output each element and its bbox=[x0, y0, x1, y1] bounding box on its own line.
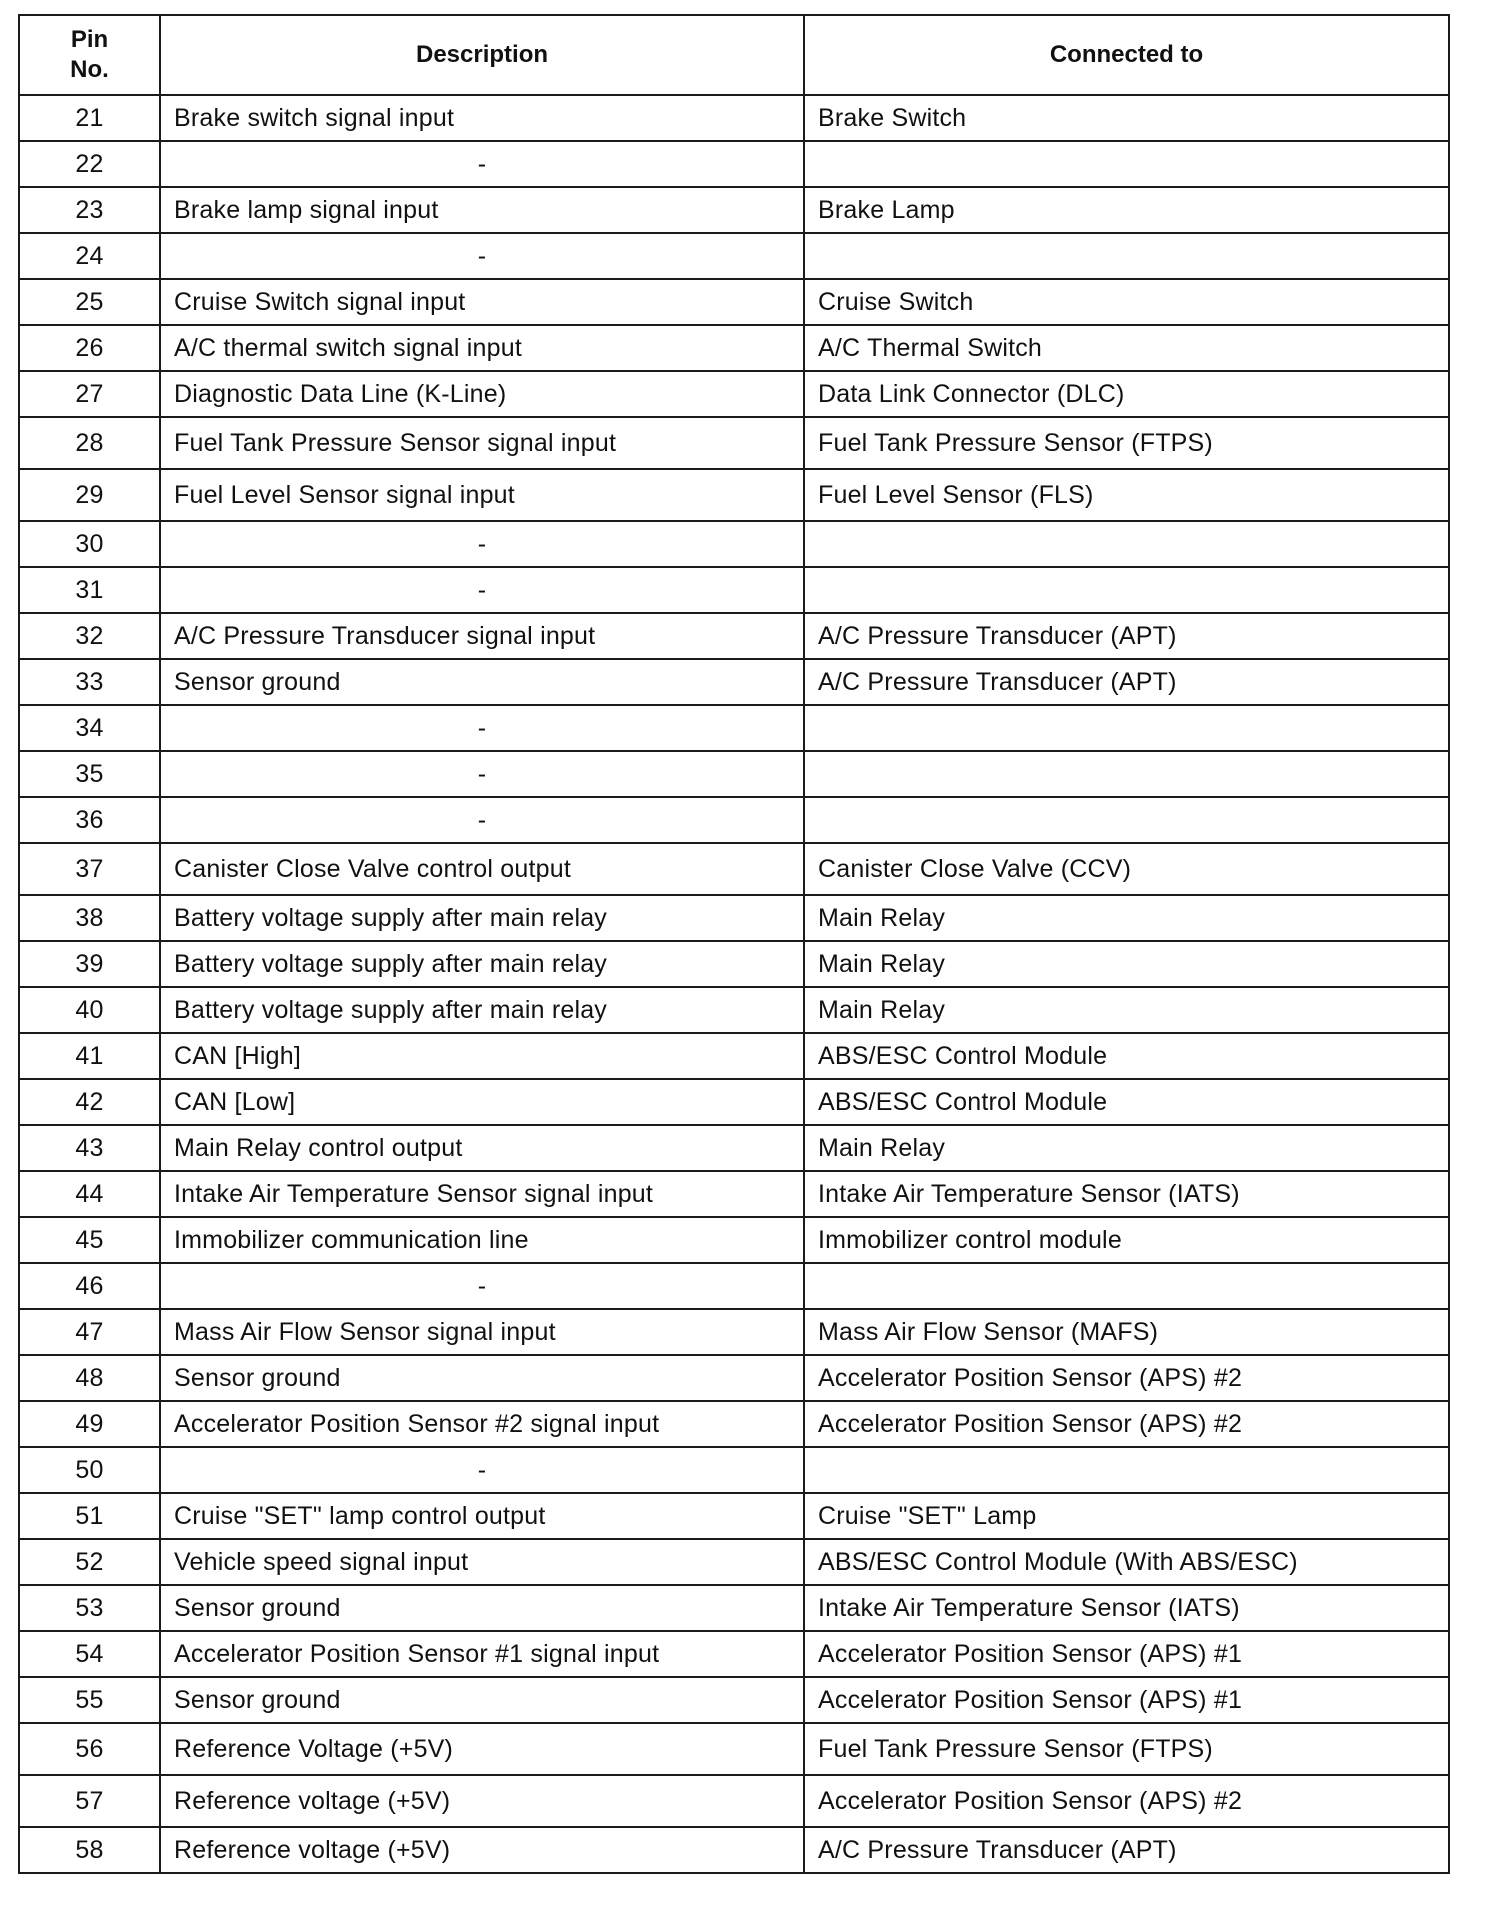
description-cell: Immobilizer communication line bbox=[160, 1217, 804, 1263]
table-row bbox=[19, 1263, 1449, 1309]
pin-number-cell: 41 bbox=[19, 1033, 160, 1079]
table-row bbox=[19, 941, 1449, 987]
connected-to-cell bbox=[804, 567, 1449, 613]
table-row bbox=[19, 1677, 1449, 1723]
pin-number-cell: 40 bbox=[19, 987, 160, 1033]
table-row bbox=[19, 797, 1449, 843]
connected-to-cell: A/C Pressure Transducer (APT) bbox=[804, 659, 1449, 705]
table-row bbox=[19, 1309, 1449, 1355]
connected-to-cell: Main Relay bbox=[804, 1125, 1449, 1171]
pin-number-cell: 52 bbox=[19, 1539, 160, 1585]
table-body bbox=[19, 95, 1449, 1873]
connected-to-cell: Accelerator Position Sensor (APS) #2 bbox=[804, 1355, 1449, 1401]
table-row bbox=[19, 469, 1449, 521]
connected-to-cell bbox=[804, 705, 1449, 751]
table-row bbox=[19, 895, 1449, 941]
description-cell: Fuel Level Sensor signal input bbox=[160, 469, 804, 521]
connected-to-cell bbox=[804, 233, 1449, 279]
connected-to-cell: A/C Pressure Transducer (APT) bbox=[804, 1827, 1449, 1873]
table-row bbox=[19, 1217, 1449, 1263]
description-cell: Reference Voltage (+5V) bbox=[160, 1723, 804, 1775]
description-cell: Cruise "SET" lamp control output bbox=[160, 1493, 804, 1539]
connected-to-cell: Accelerator Position Sensor (APS) #2 bbox=[804, 1775, 1449, 1827]
description-cell: Battery voltage supply after main relay bbox=[160, 895, 804, 941]
pin-number-cell: 54 bbox=[19, 1631, 160, 1677]
connected-to-cell: Accelerator Position Sensor (APS) #1 bbox=[804, 1631, 1449, 1677]
connected-to-cell: Brake Lamp bbox=[804, 187, 1449, 233]
description-cell: Accelerator Position Sensor #2 signal input bbox=[160, 1401, 804, 1447]
table-row bbox=[19, 417, 1449, 469]
table-row bbox=[19, 1033, 1449, 1079]
description-cell: Accelerator Position Sensor #1 signal input bbox=[160, 1631, 804, 1677]
description-cell: - bbox=[160, 233, 804, 279]
description-cell: Diagnostic Data Line (K-Line) bbox=[160, 371, 804, 417]
pin-number-cell: 33 bbox=[19, 659, 160, 705]
description-cell: Mass Air Flow Sensor signal input bbox=[160, 1309, 804, 1355]
table-row bbox=[19, 705, 1449, 751]
table-row bbox=[19, 987, 1449, 1033]
pin-number-cell: 50 bbox=[19, 1447, 160, 1493]
connected-to-cell: Main Relay bbox=[804, 895, 1449, 941]
description-cell: CAN [Low] bbox=[160, 1079, 804, 1125]
description-cell: Canister Close Valve control output bbox=[160, 843, 804, 895]
table-row bbox=[19, 1125, 1449, 1171]
description-cell: Brake lamp signal input bbox=[160, 187, 804, 233]
description-cell: CAN [High] bbox=[160, 1033, 804, 1079]
connected-to-cell: ABS/ESC Control Module (With ABS/ESC) bbox=[804, 1539, 1449, 1585]
pin-number-cell: 30 bbox=[19, 521, 160, 567]
table-row bbox=[19, 567, 1449, 613]
description-cell: Reference voltage (+5V) bbox=[160, 1775, 804, 1827]
description-cell: Sensor ground bbox=[160, 659, 804, 705]
description-cell: - bbox=[160, 797, 804, 843]
table-row bbox=[19, 659, 1449, 705]
description-cell: - bbox=[160, 751, 804, 797]
pin-number-cell: 29 bbox=[19, 469, 160, 521]
connected-to-cell: Accelerator Position Sensor (APS) #1 bbox=[804, 1677, 1449, 1723]
description-cell: Reference voltage (+5V) bbox=[160, 1827, 804, 1873]
description-cell: Sensor ground bbox=[160, 1585, 804, 1631]
pin-number-cell: 45 bbox=[19, 1217, 160, 1263]
pin-number-cell: 57 bbox=[19, 1775, 160, 1827]
table-row bbox=[19, 1079, 1449, 1125]
connected-to-cell: Brake Switch bbox=[804, 95, 1449, 141]
pin-number-cell: 31 bbox=[19, 567, 160, 613]
pin-number-cell: 38 bbox=[19, 895, 160, 941]
connected-to-cell: Intake Air Temperature Sensor (IATS) bbox=[804, 1585, 1449, 1631]
description-cell: Battery voltage supply after main relay bbox=[160, 941, 804, 987]
pin-number-cell: 28 bbox=[19, 417, 160, 469]
pin-number-cell: 22 bbox=[19, 141, 160, 187]
connected-to-cell: Cruise "SET" Lamp bbox=[804, 1493, 1449, 1539]
pin-number-cell: 55 bbox=[19, 1677, 160, 1723]
description-cell: - bbox=[160, 705, 804, 751]
description-cell: - bbox=[160, 521, 804, 567]
pin-number-cell: 42 bbox=[19, 1079, 160, 1125]
connected-to-cell: Fuel Tank Pressure Sensor (FTPS) bbox=[804, 1723, 1449, 1775]
table-row bbox=[19, 1775, 1449, 1827]
pin-number-cell: 51 bbox=[19, 1493, 160, 1539]
table-row bbox=[19, 1447, 1449, 1493]
pin-number-cell: 21 bbox=[19, 95, 160, 141]
table-row bbox=[19, 279, 1449, 325]
description-cell: Sensor ground bbox=[160, 1677, 804, 1723]
connected-to-cell: Intake Air Temperature Sensor (IATS) bbox=[804, 1171, 1449, 1217]
pin-number-cell: 26 bbox=[19, 325, 160, 371]
table-row bbox=[19, 325, 1449, 371]
connected-to-cell: ABS/ESC Control Module bbox=[804, 1079, 1449, 1125]
table-row bbox=[19, 1723, 1449, 1775]
description-cell: Vehicle speed signal input bbox=[160, 1539, 804, 1585]
table-row bbox=[19, 613, 1449, 659]
pin-number-cell: 37 bbox=[19, 843, 160, 895]
connected-to-cell bbox=[804, 521, 1449, 567]
pin-number-cell: 48 bbox=[19, 1355, 160, 1401]
connected-to-cell: Fuel Tank Pressure Sensor (FTPS) bbox=[804, 417, 1449, 469]
pin-connection-table bbox=[18, 14, 1450, 1874]
connected-to-cell bbox=[804, 1447, 1449, 1493]
description-cell: Cruise Switch signal input bbox=[160, 279, 804, 325]
pin-number-cell: 43 bbox=[19, 1125, 160, 1171]
connected-to-cell: Main Relay bbox=[804, 987, 1449, 1033]
connected-to-cell bbox=[804, 751, 1449, 797]
table-row bbox=[19, 95, 1449, 141]
pin-number-cell: 24 bbox=[19, 233, 160, 279]
connected-to-cell bbox=[804, 141, 1449, 187]
table-row bbox=[19, 1355, 1449, 1401]
header-pin-no bbox=[19, 15, 160, 95]
table-row bbox=[19, 751, 1449, 797]
table-row bbox=[19, 1631, 1449, 1677]
description-cell: - bbox=[160, 141, 804, 187]
connected-to-cell: Cruise Switch bbox=[804, 279, 1449, 325]
description-cell: Fuel Tank Pressure Sensor signal input bbox=[160, 417, 804, 469]
connected-to-cell: Fuel Level Sensor (FLS) bbox=[804, 469, 1449, 521]
pin-number-cell: 35 bbox=[19, 751, 160, 797]
pin-number-cell: 36 bbox=[19, 797, 160, 843]
table-row bbox=[19, 1493, 1449, 1539]
pin-number-cell: 39 bbox=[19, 941, 160, 987]
description-cell: Intake Air Temperature Sensor signal input bbox=[160, 1171, 804, 1217]
table-row bbox=[19, 1171, 1449, 1217]
table-row bbox=[19, 1827, 1449, 1873]
description-cell: A/C Pressure Transducer signal input bbox=[160, 613, 804, 659]
pin-number-cell: 32 bbox=[19, 613, 160, 659]
connected-to-cell: Mass Air Flow Sensor (MAFS) bbox=[804, 1309, 1449, 1355]
pin-number-cell: 58 bbox=[19, 1827, 160, 1873]
pin-number-cell: 53 bbox=[19, 1585, 160, 1631]
pin-number-cell: 34 bbox=[19, 705, 160, 751]
header-pin-line2: No. bbox=[70, 56, 109, 83]
connected-to-cell: A/C Thermal Switch bbox=[804, 325, 1449, 371]
header-pin-line1: Pin bbox=[70, 26, 109, 53]
table-row bbox=[19, 1539, 1449, 1585]
pin-number-cell: 56 bbox=[19, 1723, 160, 1775]
description-cell: A/C thermal switch signal input bbox=[160, 325, 804, 371]
description-cell: Brake switch signal input bbox=[160, 95, 804, 141]
connected-to-cell bbox=[804, 797, 1449, 843]
description-cell: Main Relay control output bbox=[160, 1125, 804, 1171]
pin-table-page bbox=[18, 14, 1448, 1874]
pin-number-cell: 49 bbox=[19, 1401, 160, 1447]
connected-to-cell: A/C Pressure Transducer (APT) bbox=[804, 613, 1449, 659]
table-row bbox=[19, 187, 1449, 233]
description-cell: - bbox=[160, 1447, 804, 1493]
table-row bbox=[19, 141, 1449, 187]
pin-number-cell: 25 bbox=[19, 279, 160, 325]
connected-to-cell: Canister Close Valve (CCV) bbox=[804, 843, 1449, 895]
pin-number-cell: 44 bbox=[19, 1171, 160, 1217]
table-row bbox=[19, 843, 1449, 895]
header-description: Description bbox=[160, 15, 804, 95]
pin-number-cell: 47 bbox=[19, 1309, 160, 1355]
table-row bbox=[19, 1401, 1449, 1447]
description-cell: Sensor ground bbox=[160, 1355, 804, 1401]
connected-to-cell: ABS/ESC Control Module bbox=[804, 1033, 1449, 1079]
connected-to-cell bbox=[804, 1263, 1449, 1309]
description-cell: Battery voltage supply after main relay bbox=[160, 987, 804, 1033]
table-row bbox=[19, 233, 1449, 279]
description-cell: - bbox=[160, 567, 804, 613]
pin-number-cell: 23 bbox=[19, 187, 160, 233]
connected-to-cell: Data Link Connector (DLC) bbox=[804, 371, 1449, 417]
pin-number-cell: 46 bbox=[19, 1263, 160, 1309]
header-row bbox=[19, 15, 1449, 95]
table-row bbox=[19, 521, 1449, 567]
pin-number-cell: 27 bbox=[19, 371, 160, 417]
connected-to-cell: Main Relay bbox=[804, 941, 1449, 987]
header-connected-to: Connected to bbox=[804, 15, 1449, 95]
table-row bbox=[19, 1585, 1449, 1631]
table-row bbox=[19, 371, 1449, 417]
description-cell: - bbox=[160, 1263, 804, 1309]
connected-to-cell: Immobilizer control module bbox=[804, 1217, 1449, 1263]
connected-to-cell: Accelerator Position Sensor (APS) #2 bbox=[804, 1401, 1449, 1447]
